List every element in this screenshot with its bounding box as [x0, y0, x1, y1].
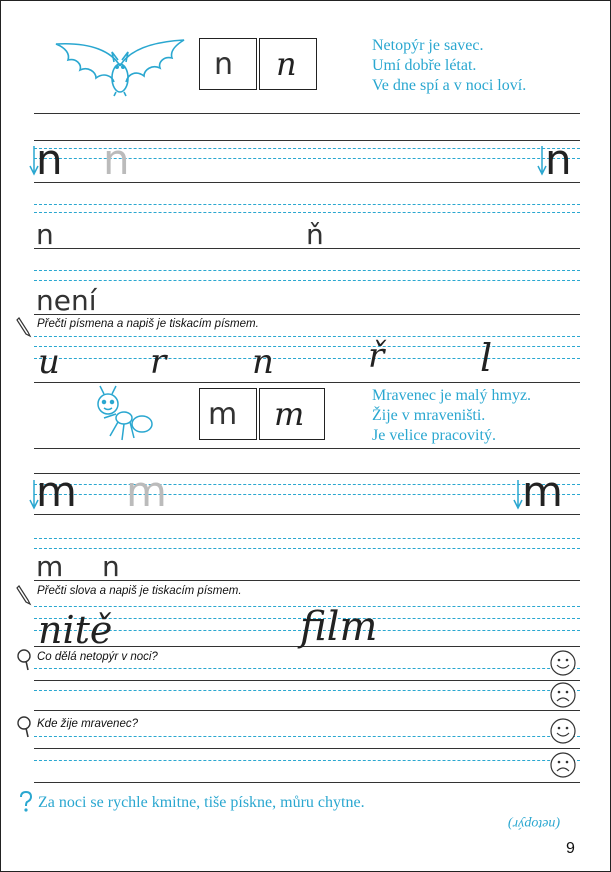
guide-line: [34, 336, 580, 337]
happy-face-icon[interactable]: [550, 718, 576, 744]
guide-line: [34, 280, 580, 281]
happy-face-icon[interactable]: [550, 650, 576, 676]
guide-line: [34, 538, 580, 539]
word: není: [36, 284, 97, 317]
stroke-arrow-icon: [512, 478, 526, 512]
guide-line: [34, 270, 580, 271]
guide-line: [34, 494, 580, 495]
sentence: Umí dobře létat.: [372, 57, 477, 74]
instruction: Přečti písmena a napiš je tiskacím písmem.: [37, 318, 259, 330]
trace-letter: m: [522, 467, 563, 516]
guide-line: [34, 736, 580, 737]
sentence: Ve dne spí a v noci loví.: [372, 77, 527, 94]
guide-line: [34, 484, 580, 485]
guide-line: [34, 760, 580, 761]
trace-letter-dotted: m: [126, 467, 167, 516]
divider-line: [34, 113, 580, 114]
script-letter-box-n: [259, 38, 317, 90]
guide-line: [34, 690, 580, 691]
stroke-arrow-icon: [28, 144, 42, 178]
stroke-arrow-icon: [536, 144, 550, 178]
print-letter: n: [214, 47, 234, 82]
print-letter-box-n: [199, 38, 257, 90]
instruction: Přečti slova a napiš je tiskacím písmem.: [37, 585, 242, 597]
answer-line: [34, 680, 580, 681]
magnifier-icon: [16, 648, 34, 672]
question: Co dělá netopýr v noci?: [37, 651, 158, 663]
row-letter: ň: [306, 218, 324, 251]
guide-line: [34, 204, 580, 205]
writing-line: [34, 514, 580, 515]
riddle-answer-upside-down: (netopýr): [508, 816, 561, 831]
script-word: film: [300, 604, 378, 650]
trace-letter: n: [545, 135, 572, 184]
trace-letter: m: [36, 467, 77, 516]
script-letter: ř: [368, 336, 385, 376]
script-letter: m: [274, 395, 305, 433]
script-letter: n: [252, 342, 274, 382]
writing-line: [34, 382, 580, 383]
guide-line: [34, 358, 580, 359]
bat-illustration: [52, 38, 188, 98]
question-mark-icon: [18, 790, 34, 814]
row-letter: n: [102, 550, 120, 583]
guide-line: [34, 346, 580, 347]
guide-line: [34, 548, 580, 549]
script-letter: l: [480, 336, 493, 380]
sentence: Žije v mraveništi.: [372, 407, 486, 424]
sad-face-icon[interactable]: [550, 752, 576, 778]
sentence: Mravenec je malý hmyz.: [372, 387, 532, 404]
trace-letter-dotted: n: [103, 135, 130, 184]
answer-line: [34, 748, 580, 749]
m-sentences: [372, 386, 531, 446]
answer-line: [34, 710, 580, 711]
row-letter: m: [36, 550, 64, 583]
row-letter: n: [36, 218, 54, 251]
script-letter: u: [38, 342, 60, 382]
sad-face-icon[interactable]: [550, 682, 576, 708]
writing-line: [34, 314, 580, 315]
pencil-icon: [16, 584, 34, 606]
question: Kde žije mravenec?: [37, 718, 138, 730]
sentence: Netopýr je savec.: [372, 37, 484, 54]
pencil-icon: [16, 316, 34, 338]
n-sentences: [372, 36, 526, 96]
magnifier-icon: [16, 715, 34, 739]
stroke-arrow-icon: [28, 478, 42, 512]
trace-letter: n: [36, 135, 63, 184]
script-letter: n: [276, 45, 297, 83]
answer-line: [34, 782, 580, 783]
script-letter-box-m: [259, 388, 325, 440]
sentence: Je velice pracovitý.: [372, 427, 496, 444]
writing-line: [34, 473, 580, 474]
guide-line: [34, 212, 580, 213]
print-letter: m: [208, 397, 238, 432]
guide-line: [34, 668, 580, 669]
divider-line: [34, 448, 580, 449]
riddle-text: Za noci se rychle kmitne, tiše pískne, můru chytne.: [38, 794, 365, 811]
page-number: 9: [566, 840, 575, 857]
ant-illustration: [90, 384, 156, 446]
script-letter: r: [150, 342, 167, 382]
print-letter-box-m: [199, 388, 257, 440]
script-word: nitě: [38, 608, 113, 652]
